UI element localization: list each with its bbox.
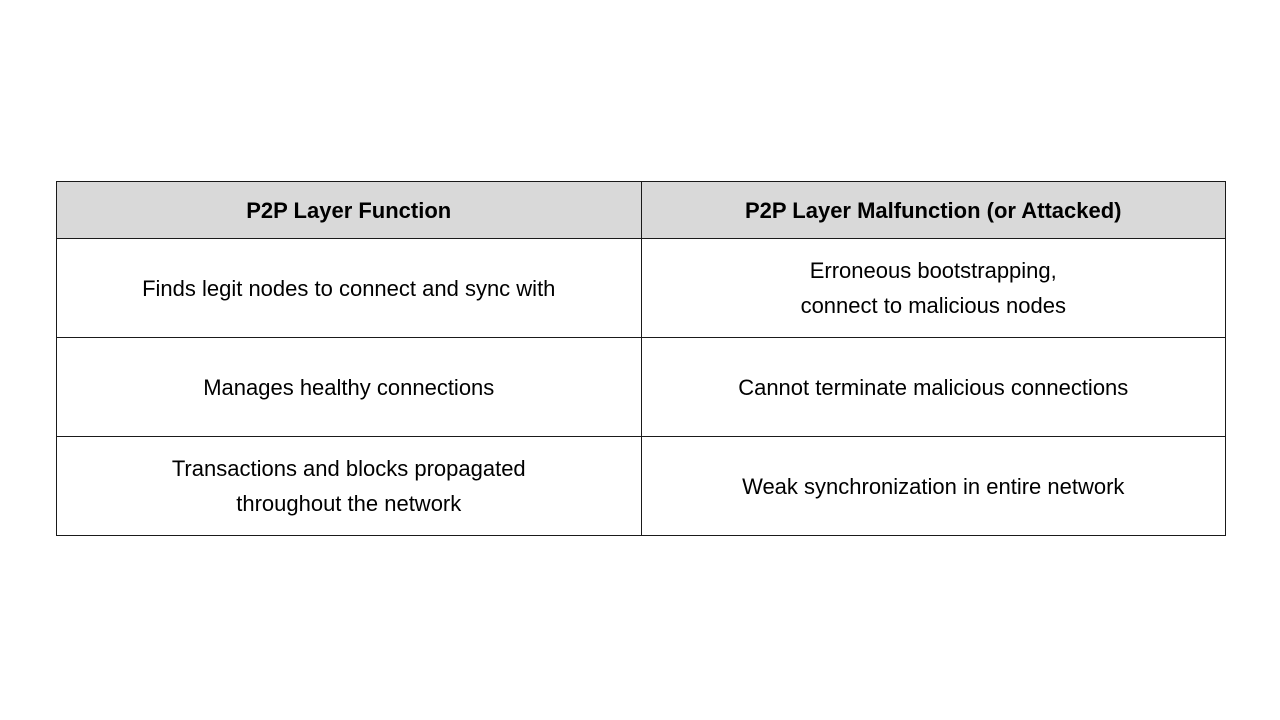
function-cell bbox=[57, 437, 642, 536]
cell-text-line: Erroneous bootstrapping, bbox=[809, 258, 1057, 283]
malfunction-cell bbox=[641, 338, 1226, 437]
table-header bbox=[57, 182, 1226, 239]
header-row bbox=[57, 182, 1226, 239]
table-body bbox=[57, 239, 1226, 536]
cell-text-line: Cannot terminate malicious connections bbox=[738, 374, 1129, 400]
table-row bbox=[57, 239, 1226, 338]
cell-text-line: Finds legit nodes to connect and sync with bbox=[142, 275, 556, 301]
cell-text-line: Transactions and blocks propagated bbox=[171, 456, 526, 481]
function-cell bbox=[57, 239, 642, 338]
malfunction-cell bbox=[641, 239, 1226, 338]
table-row bbox=[57, 437, 1226, 536]
table-row bbox=[57, 338, 1226, 437]
header-function: P2P Layer Function bbox=[57, 182, 642, 239]
cell-text-line: connect to malicious nodes bbox=[800, 293, 1066, 318]
header-malfunction: P2P Layer Malfunction (or Attacked) bbox=[641, 182, 1226, 239]
cell-text-line: throughout the network bbox=[236, 491, 462, 516]
function-cell bbox=[57, 338, 642, 437]
p2p-layer-comparison-table bbox=[56, 181, 1226, 536]
comparison-table-container bbox=[56, 181, 1226, 536]
cell-text-line: Manages healthy connections bbox=[203, 374, 495, 400]
malfunction-cell bbox=[641, 437, 1226, 536]
cell-text-line: Weak synchronization in entire network bbox=[742, 473, 1125, 499]
